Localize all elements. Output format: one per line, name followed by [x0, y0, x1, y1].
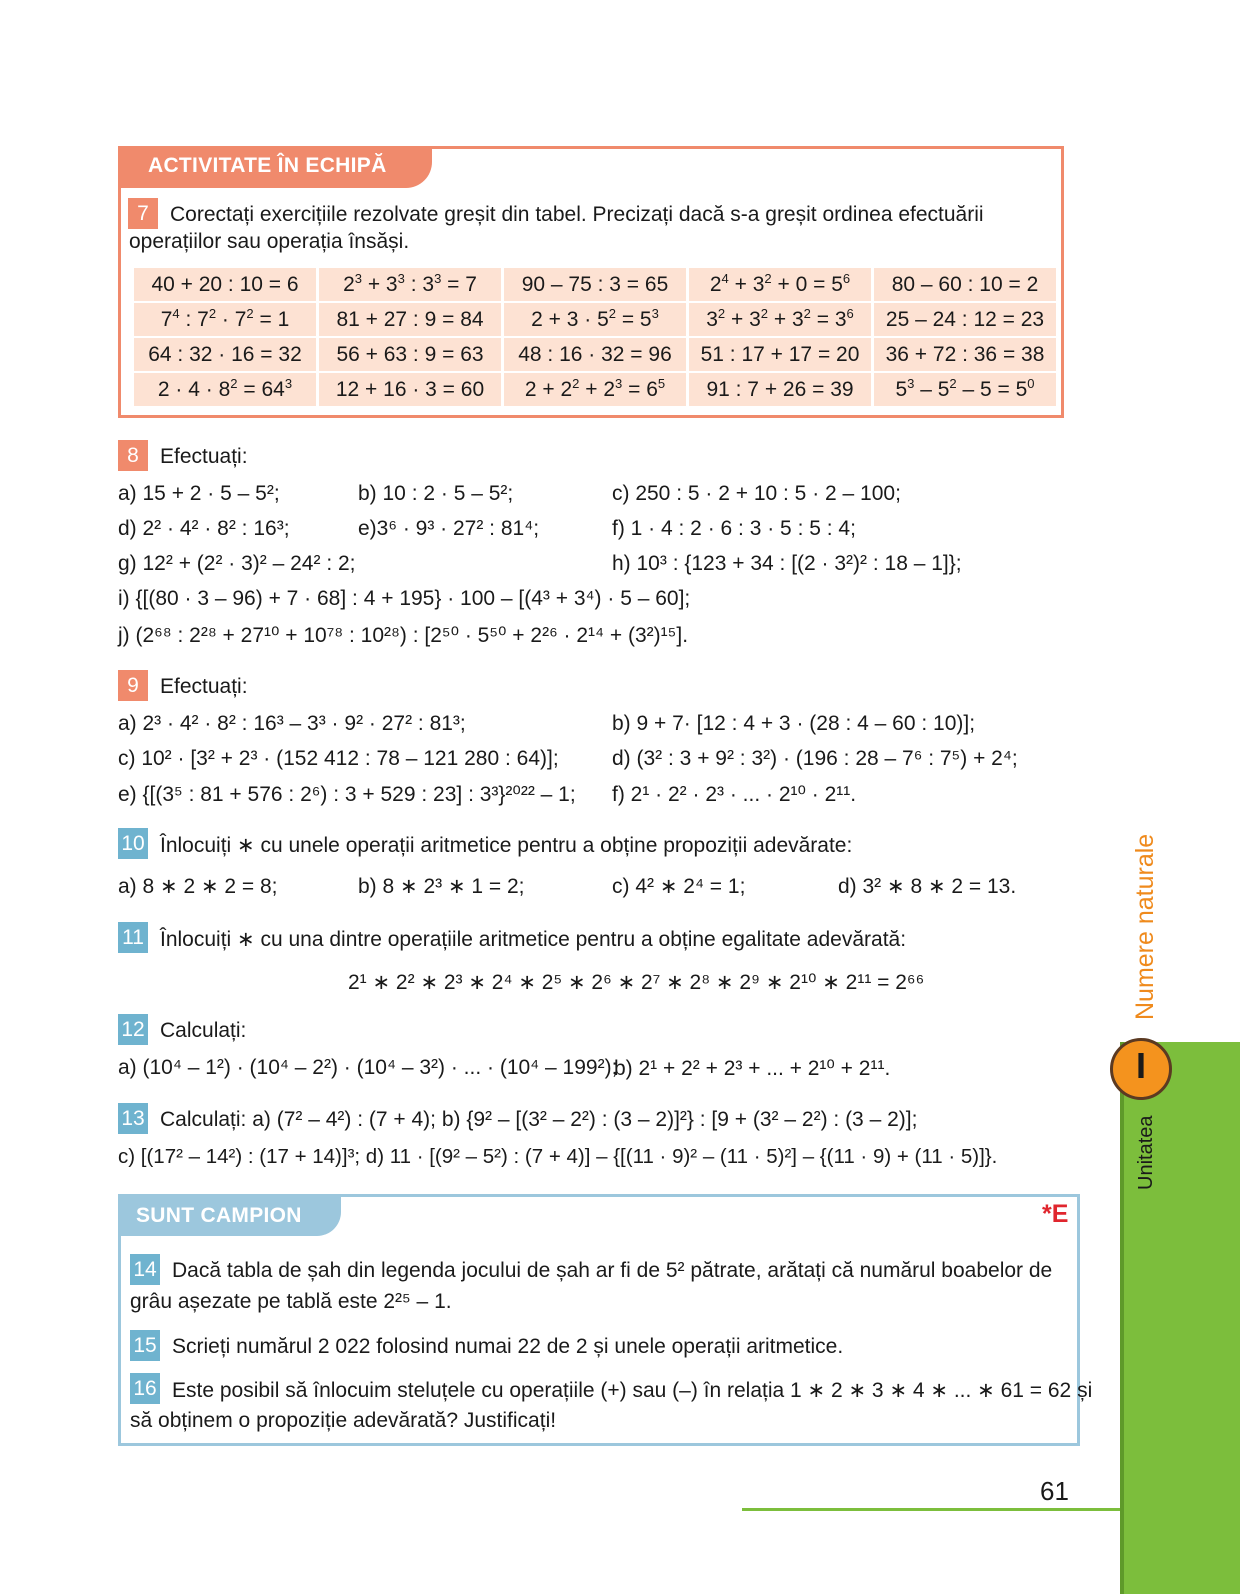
table-cell: $2 + 2^2 + 2^3 = 6^5$ [504, 373, 686, 406]
table-cell: $7^4$ : $7^2 \cdot 7^2 = 1$ [134, 303, 316, 336]
table-cell: $5^3 - 5^2 - 5 = 5^0$ [874, 373, 1056, 406]
q13-line1: Calculați: a) (7² – 4²) : (7 + 4); b) {9² – [(3² – 2²) : (3 – 2)]²} : [9 + (3² – 2²) : (3 – 2)]; [160, 1108, 918, 1131]
question-number-8: 8 [118, 440, 148, 471]
table-cell: 64 : 32 · 16 = 32 [134, 338, 316, 371]
q9-item-a: a) 2³ · 4² · 8² : 16³ – 3³ · 9² · 27² : 81³; [118, 712, 466, 735]
table-row [134, 373, 1056, 406]
champion-title: SUNT CAMPION [136, 1204, 302, 1227]
question-number-14: 14 [130, 1254, 160, 1285]
q12-title: Calculați: [160, 1019, 247, 1042]
q10-item-c: c) 4² ∗ 2⁴ = 1; [612, 875, 746, 898]
q11-title: Înlocuiți ∗ cu una dintre operațiile aritmetice pentru a obține egalitate adevărată: [160, 928, 907, 951]
champion-mark: *E [1042, 1200, 1069, 1228]
q8-item-e: e)3⁶ · 9³ · 27² : 81⁴; [358, 517, 540, 540]
sidebar-edge [1120, 1042, 1124, 1594]
q8-item-h: h) 10³ : {123 + 34 : [(2 · 3²)² : 18 – 1]}; [612, 552, 962, 575]
q7-text-line2: operațiilor sau operația însăși. [129, 230, 410, 253]
unit-label: Unitatea [1135, 1115, 1157, 1190]
table-cell: 80 – 60 : 10 = 2 [874, 268, 1056, 301]
q16-line2: să obținem o propoziție adevărată? Justificați! [130, 1409, 557, 1432]
q10-item-a: a) 8 ∗ 2 ∗ 2 = 8; [118, 875, 278, 898]
q8-item-g: g) 12² + (2² · 3)² – 24² : 2; [118, 552, 356, 575]
table-row [134, 338, 1056, 371]
table-cell: 56 + 63 : 9 = 63 [319, 338, 501, 371]
table-cell: 40 + 20 : 10 = 6 [134, 268, 316, 301]
question-number-9: 9 [118, 670, 148, 701]
table-cell: 36 + 72 : 36 = 38 [874, 338, 1056, 371]
footer-line [742, 1508, 1120, 1511]
q9-item-e: e) {[(3⁵ : 81 + 576 : 2⁶) : 3 + 529 : 23] : 3³}²⁰²² – 1; [118, 783, 576, 806]
q11-equation: 2¹ ∗ 2² ∗ 2³ ∗ 2⁴ ∗ 2⁵ ∗ 2⁶ ∗ 2⁷ ∗ 2⁸ ∗ 2⁹ ∗ 2¹⁰ ∗ 2¹¹ = 2⁶⁶ [348, 971, 925, 994]
question-number-15: 15 [130, 1330, 160, 1361]
q16-line1: Este posibil să înlocuim steluțele cu operațiile (+) sau (–) în relația 1 ∗ 2 ∗ 3 ∗ 4 ∗ ... ∗ 61 = 62 și [172, 1379, 1093, 1402]
question-number-16: 16 [130, 1373, 160, 1404]
page-number: 61 [1040, 1476, 1069, 1506]
q15-line1: Scrieți numărul 2 022 folosind numai 22 de 2 și unele operații aritmetice. [172, 1335, 844, 1358]
q10-item-d: d) 3² ∗ 8 ∗ 2 = 13. [838, 875, 1017, 898]
table-cell: 48 : 16 · 32 = 96 [504, 338, 686, 371]
table-cell: $2 + 3 \cdot 5^2 = 5^3$ [504, 303, 686, 336]
question-number-7: 7 [128, 198, 158, 229]
q8-item-a: a) 15 + 2 · 5 – 5²; [118, 482, 280, 505]
table-cell: 90 – 75 : 3 = 65 [504, 268, 686, 301]
table-cell: 25 – 24 : 12 = 23 [874, 303, 1056, 336]
table-row [134, 268, 1056, 301]
q8-item-d: d) 2² · 4² · 8² : 16³; [118, 517, 290, 540]
q7-text-line1: Corectați exercițiile rezolvate greșit din tabel. Precizați dacă s-a greșit ordinea efectuării [170, 203, 984, 226]
q8-item-j: j) (2⁶⁸ : 2²⁸ + 27¹⁰ + 10⁷⁸ : 10²⁸) : [2⁵⁰ · 5⁵⁰ + 2²⁶ · 2¹⁴ + (3²)¹⁵]. [118, 624, 689, 647]
table-cell: 91 : 7 + 26 = 39 [689, 373, 871, 406]
question-number-12: 12 [118, 1014, 148, 1045]
q14-line2: grâu așezate pe tablă este 2²⁵ – 1. [130, 1290, 452, 1313]
q10-title: Înlocuiți ∗ cu unele operații aritmetice pentru a obține propoziții adevărate: [160, 834, 853, 857]
q8-item-i: i) {[(80 · 3 – 96) + 7 · 68] : 4 + 195} · 100 – [(4³ + 3⁴) · 5 – 60]; [118, 587, 691, 610]
question-number-10: 10 [118, 828, 148, 859]
q9-item-f: f) 2¹ · 2² · 2³ · ... · 2¹⁰ · 2¹¹. [612, 783, 857, 806]
q8-title: Efectuați: [160, 445, 248, 468]
chapter-title: Numere naturale [1131, 833, 1159, 1020]
q14-line1: Dacă tabla de șah din legenda jocului de șah ar fi de 5² pătrate, arătați că numărul boabelor de [172, 1259, 1053, 1282]
q9-item-d: d) (3² : 3 + 9² : 3²) · (196 : 28 – 7⁶ : 7⁵) + 2⁴; [612, 747, 1018, 770]
q10-item-b: b) 8 ∗ 2³ ∗ 1 = 2; [358, 875, 525, 898]
q12-item-b: b) 2¹ + 2² + 2³ + ... + 2¹⁰ + 2¹¹. [614, 1057, 891, 1080]
q9-item-b: b) 9 + 7· [12 : 4 + 3 · (28 : 4 – 60 : 10)]; [612, 712, 976, 735]
q8-item-c: c) 250 : 5 · 2 + 10 : 5 · 2 – 100; [612, 482, 901, 505]
unit-number-badge [1110, 1038, 1172, 1100]
table-cell: 81 + 27 : 9 = 84 [319, 303, 501, 336]
q8-item-f: f) 1 · 4 : 2 · 6 : 3 · 5 : 5 : 4; [612, 517, 856, 540]
table-cell: $2^4 + 3^2 + 0 = 5^6$ [689, 268, 871, 301]
q9-title: Efectuați: [160, 675, 248, 698]
team-activity-title: ACTIVITATE ÎN ECHIPĂ [148, 154, 387, 177]
table-cell: 51 : 17 + 17 = 20 [689, 338, 871, 371]
champion-header [121, 1197, 341, 1236]
q13-line2: c) [(17² – 14²) : (17 + 14)]³; d) 11 · [(9² – 5²) : (7 + 4)] – {[(11 · 9)² – (11 · 5)²] – {(11 · 9) + (11 · 5)]}. [118, 1145, 998, 1168]
q8-item-b: b) 10 : 2 · 5 – 5²; [358, 482, 514, 505]
table-cell: $2 \cdot 4 \cdot 8^2 = 64^3$ [134, 373, 316, 406]
table-cell: 12 + 16 · 3 = 60 [319, 373, 501, 406]
team-activity-header [118, 146, 432, 188]
unit-number: I [1135, 1045, 1146, 1086]
question-number-11: 11 [118, 922, 148, 953]
exercise-table [131, 266, 1059, 408]
table-cell: $2^3 + 3^3$ : $3^3 = 7$ [319, 268, 501, 301]
q12-item-a: a) (10⁴ – 1²) · (10⁴ – 2²) · (10⁴ – 3²) · ... · (10⁴ – 199²); [118, 1056, 618, 1079]
q9-item-c: c) 10² · [3² + 2³ · (152 412 : 78 – 121 280 : 64)]; [118, 747, 559, 770]
table-row [134, 303, 1056, 336]
table-cell: $3^2 + 3^2 + 3^2 = 3^6$ [689, 303, 871, 336]
question-number-13: 13 [118, 1103, 148, 1134]
